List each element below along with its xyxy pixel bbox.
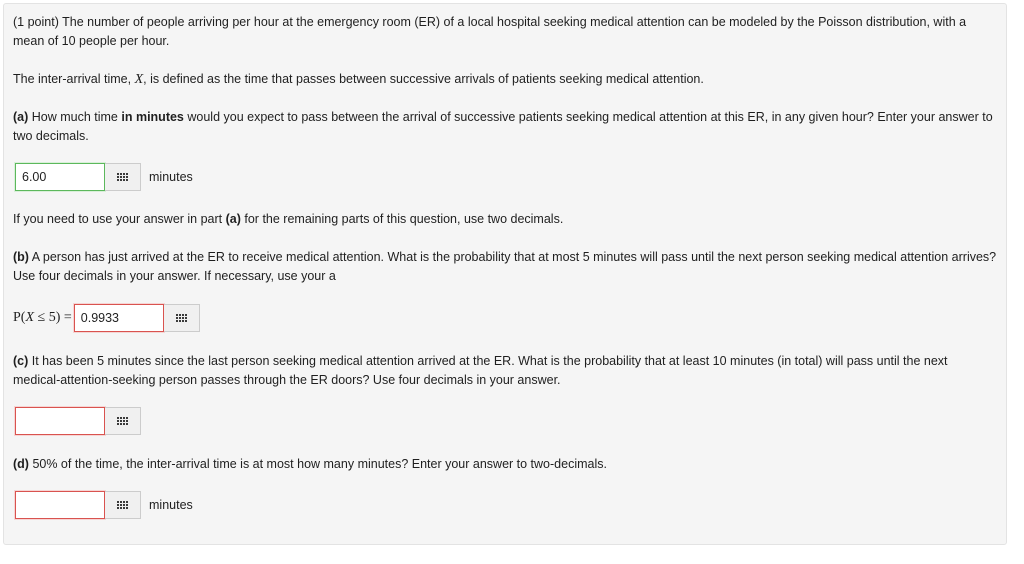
part-c-text: It has been 5 minutes since the last person seeking medical attention arrived at the ER. What is the probability that at least 10 minutes (in total) will pass until the next medical-attention-seeking person passes through the ER doors? Use four decimals in your answer. bbox=[13, 354, 948, 387]
part-b-palette-button[interactable] bbox=[164, 304, 200, 332]
part-b-answer-input[interactable] bbox=[74, 304, 164, 332]
prob-rest: ≤ 5) = bbox=[34, 310, 72, 325]
part-b-question bbox=[13, 248, 998, 286]
part-d-answer-row bbox=[15, 490, 193, 520]
part-b-answer-row bbox=[13, 303, 200, 333]
note-text-after: for the remaining parts of this question, use two decimals. bbox=[240, 212, 564, 226]
part-d-text: 50% of the time, the inter-arrival time is at most how many minutes? Enter your answer to two-decimals. bbox=[28, 457, 607, 471]
part-a-question bbox=[13, 108, 998, 146]
part-b-text: A person has just arrived at the ER to receive medical attention. What is the probability that at most 5 minutes will pass until the next person seeking medical attention arrives? Use four decimals in your answer. If necessary, use your a bbox=[13, 250, 997, 283]
part-c-answer-input[interactable] bbox=[15, 407, 105, 435]
definition-text-after: , is defined as the time that passes between successive arrivals of patients seeking medical attention. bbox=[143, 72, 704, 86]
part-b-label: (b) bbox=[13, 250, 29, 264]
part-a-label: (a) bbox=[13, 110, 29, 124]
part-c-label: (c) bbox=[13, 354, 29, 368]
intro-text: (1 point) The number of people arriving per hour at the emergency room (ER) of a local hospital seeking medical attention can be modeled by the Poisson distribution, with a mean of 10 people per hour. bbox=[13, 15, 967, 48]
part-d-label: (d) bbox=[13, 457, 29, 471]
equation-palette-icon bbox=[117, 501, 128, 509]
part-d-units: minutes bbox=[149, 498, 193, 512]
prob-x: X bbox=[25, 310, 35, 325]
part-a-units: minutes bbox=[149, 170, 193, 184]
note-text-before: If you need to use your answer in part bbox=[13, 212, 226, 226]
part-a-text-1: How much time bbox=[28, 110, 122, 124]
part-a-answer-row bbox=[15, 162, 193, 192]
part-a-answer-input[interactable] bbox=[15, 163, 105, 191]
problem-intro bbox=[13, 13, 998, 51]
equation-palette-icon bbox=[117, 173, 128, 181]
part-c-answer-row bbox=[15, 406, 141, 436]
part-a-text-2: would you expect to pass between the arrival of successive patients seeking medical attention at this ER, in any given hour? Enter your answer to two decimals. bbox=[13, 110, 993, 143]
definition-paragraph bbox=[13, 70, 998, 89]
part-b-prob-expression bbox=[13, 310, 72, 326]
part-a-palette-button[interactable] bbox=[105, 163, 141, 191]
equation-palette-icon bbox=[176, 314, 187, 322]
part-d-question bbox=[13, 455, 998, 474]
note-paragraph bbox=[13, 210, 998, 229]
part-d-palette-button[interactable] bbox=[105, 491, 141, 519]
definition-text-before: The inter-arrival time, bbox=[13, 72, 135, 86]
part-a-bold: in minutes bbox=[121, 110, 184, 124]
part-c-palette-button[interactable] bbox=[105, 407, 141, 435]
equation-palette-icon bbox=[117, 417, 128, 425]
note-bold: (a) bbox=[225, 212, 241, 226]
variable-x: X bbox=[134, 72, 144, 87]
prob-p: P( bbox=[13, 310, 26, 325]
part-d-answer-input[interactable] bbox=[15, 491, 105, 519]
problem-panel bbox=[3, 3, 1007, 545]
part-c-question bbox=[13, 352, 998, 390]
